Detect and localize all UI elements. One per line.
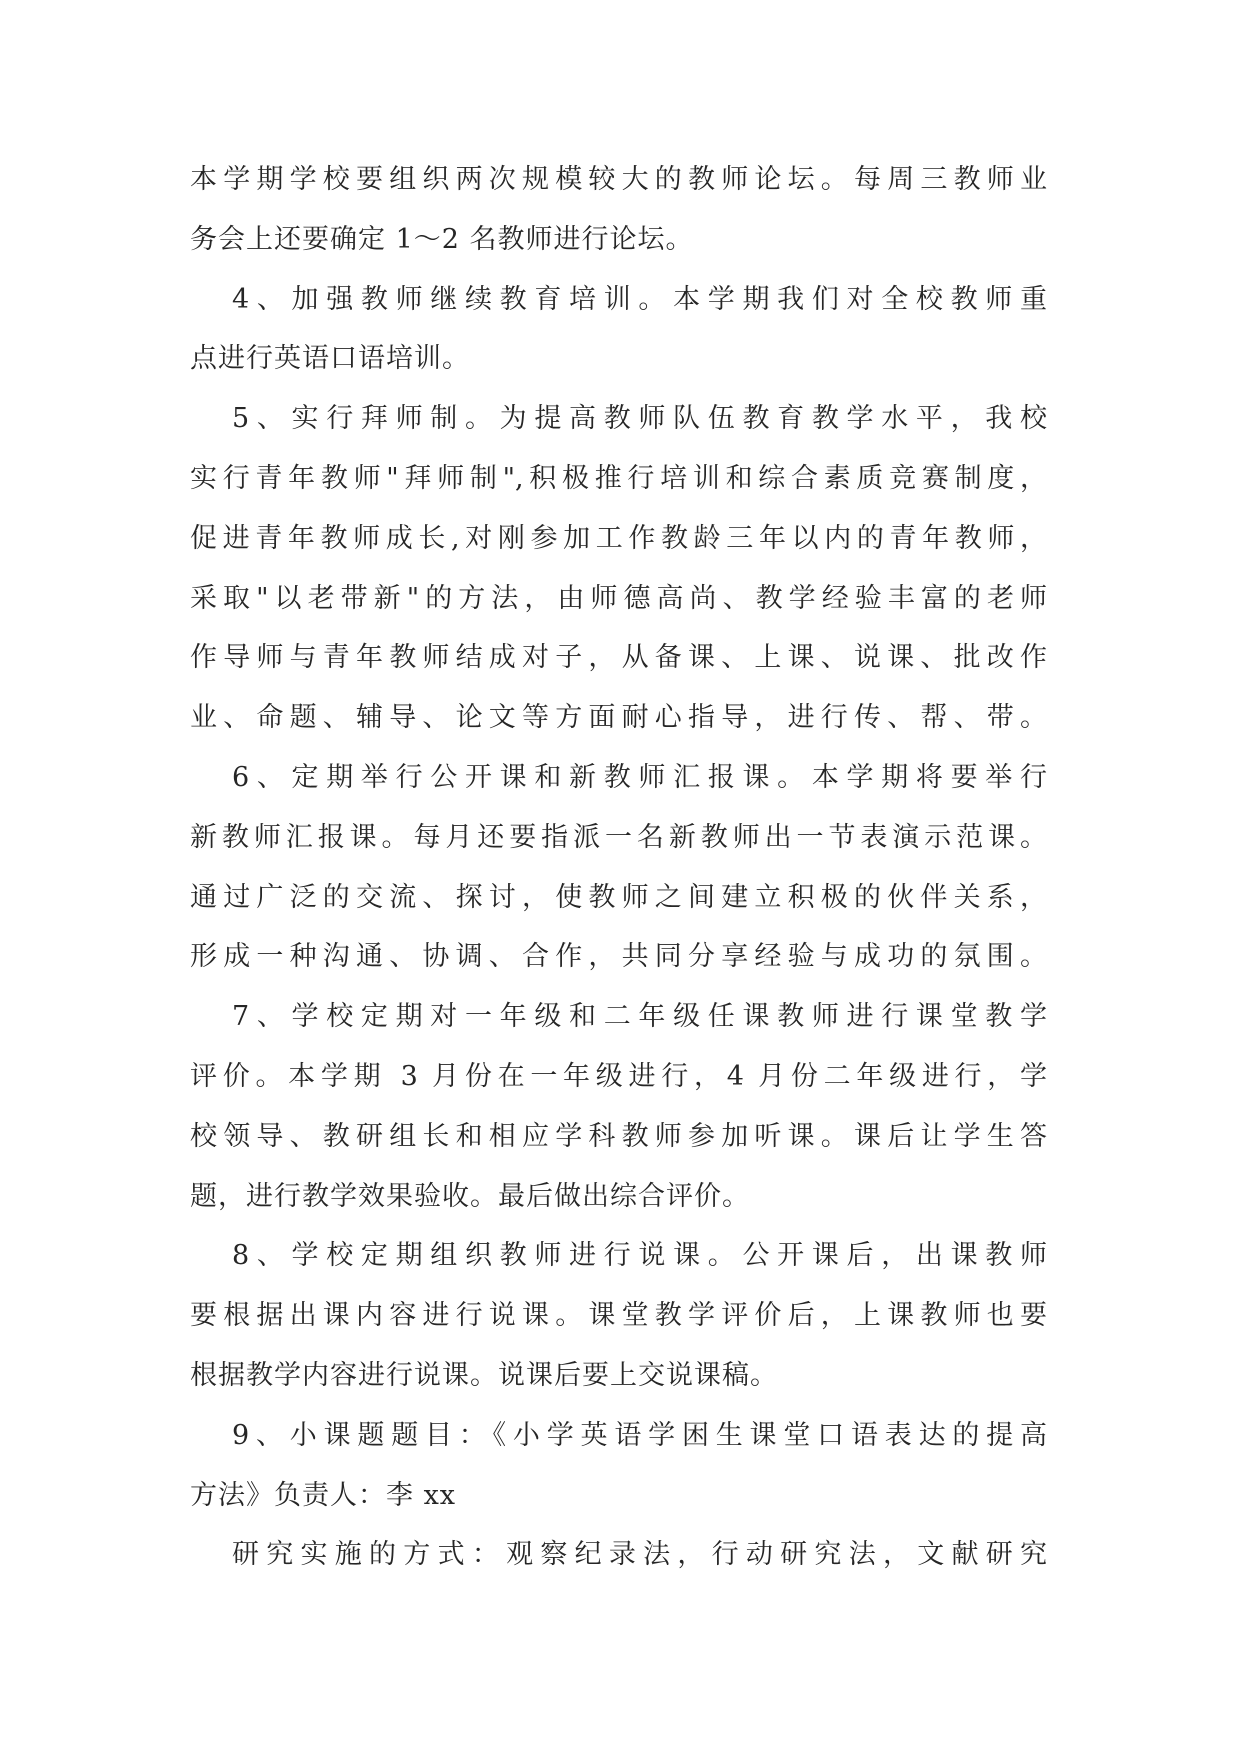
text-line: 6、定期举行公开课和新教师汇报课。本学期将要举行 <box>232 761 1047 793</box>
text-line: 研究实施的方式：观察纪录法，行动研究法，文献研究 <box>232 1539 1047 1571</box>
text-line: 9、小课题题目：《小学英语学困生课堂口语表达的提高 <box>232 1419 1047 1451</box>
paragraph <box>190 270 1047 390</box>
text-line: 通过广泛的交流、探讨，使教师之间建立积极的伙伴关系， <box>190 881 1047 913</box>
paragraph <box>190 1406 1047 1526</box>
paragraph <box>190 1525 1047 1585</box>
paragraph <box>190 150 1047 270</box>
body-text <box>190 150 1047 1585</box>
text-line: 8、学校定期组织教师进行说课。公开课后，出课教师 <box>232 1240 1047 1272</box>
text-line: 4、加强教师继续教育培训。本学期我们对全校教师重 <box>232 283 1047 315</box>
text-line: 5、实行拜师制。为提高教师队伍教育教学水平，我校 <box>232 403 1047 435</box>
text-line: 校领导、教研组长和相应学科教师参加听课。课后让学生答 <box>190 1120 1047 1152</box>
text-line: 要根据出课内容进行说课。课堂教学评价后，上课教师也要 <box>190 1300 1047 1332</box>
text-line: 题，进行教学效果验收。最后做出综合评价。 <box>190 1180 750 1212</box>
text-line: 点进行英语口语培训。 <box>190 343 470 375</box>
paragraph <box>190 389 1047 748</box>
text-line: 采取"以老带新"的方法，由师德高尚、教学经验丰富的老师 <box>190 582 1047 614</box>
text-line: 实行青年教师"拜师制",积极推行培训和综合素质竞赛制度， <box>190 462 1047 494</box>
paragraph <box>190 748 1047 987</box>
text-line: 作导师与青年教师结成对子，从备课、上课、说课、批改作 <box>190 642 1047 674</box>
text-line: 业、命题、辅导、论文等方面耐心指导，进行传、帮、带。 <box>190 702 1047 734</box>
text-line: 本学期学校要组织两次规模较大的教师论坛。每周三教师业 <box>190 164 1047 195</box>
text-line: 根据教学内容进行说课。说课后要上交说课稿。 <box>190 1359 778 1391</box>
text-line: 方法》负责人：李 xx <box>190 1479 457 1511</box>
text-line: 促进青年教师成长,对刚参加工作教龄三年以内的青年教师， <box>190 522 1047 554</box>
text-line: 7、学校定期对一年级和二年级任课教师进行课堂教学 <box>232 1001 1047 1033</box>
text-line: 务会上还要确定 1～2 名教师进行论坛。 <box>190 223 694 255</box>
text-line: 评价。本学期 3 月份在一年级进行，4 月份二年级进行，学 <box>190 1060 1047 1092</box>
text-line: 新教师汇报课。每月还要指派一名新教师出一节表演示范课。 <box>190 821 1047 853</box>
paragraph <box>190 987 1047 1226</box>
paragraph <box>190 1226 1047 1405</box>
text-line: 形成一种沟通、协调、合作，共同分享经验与成功的氛围。 <box>190 941 1047 973</box>
